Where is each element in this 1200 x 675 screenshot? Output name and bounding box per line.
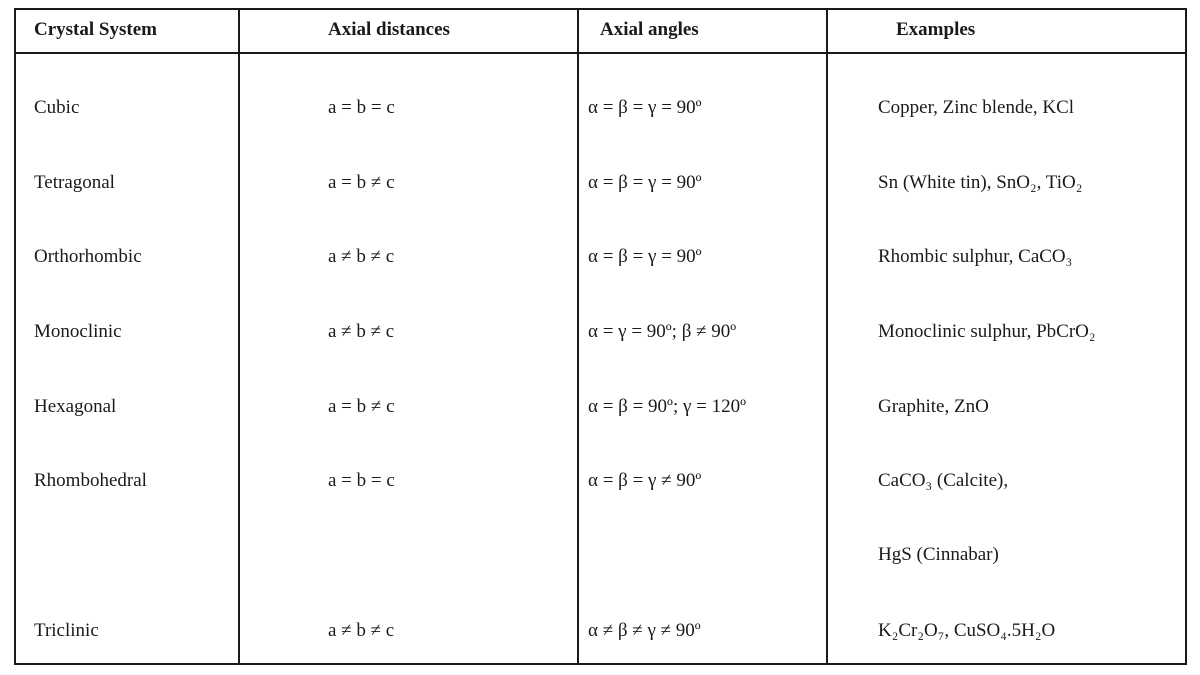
row-examples: K₂Cr₂O₇, CuSO₄.5H₂O	[878, 620, 1056, 641]
row-examples: Sn (White tin), SnO₂, TiO₂	[878, 172, 1083, 193]
row-examples: Copper, Zinc blende, KCl	[878, 97, 1075, 118]
row-system: Triclinic	[34, 620, 99, 641]
row-system: Monoclinic	[34, 321, 122, 342]
row-examples: CaCO₃ (Calcite),	[878, 470, 1009, 491]
row-system: Hexagonal	[34, 396, 117, 417]
header-examples: Examples	[896, 19, 976, 40]
column-divider	[238, 10, 240, 663]
row-distances: a = b ≠ c	[328, 172, 395, 193]
header-axial-angles: Axial angles	[600, 19, 699, 40]
row-distances: a ≠ b ≠ c	[328, 620, 395, 641]
row-angles: α = γ = 90º; β ≠ 90º	[588, 321, 737, 342]
row-distances: a = b = c	[328, 470, 395, 491]
row-angles: α = β = γ = 90º	[588, 246, 702, 267]
header-divider	[16, 52, 1185, 54]
row-system: Tetragonal	[34, 172, 115, 193]
row-distances: a = b ≠ c	[328, 396, 395, 417]
row-examples: Rhombic sulphur, CaCO₃	[878, 246, 1073, 267]
row-angles: α ≠ β ≠ γ ≠ 90º	[588, 620, 701, 641]
row-distances: a = b = c	[328, 97, 395, 118]
row-angles: α = β = 90º; γ = 120º	[588, 396, 746, 417]
row-distances: a ≠ b ≠ c	[328, 246, 395, 267]
row-system: Cubic	[34, 97, 80, 118]
column-divider	[826, 10, 828, 663]
row-angles: α = β = γ = 90º	[588, 172, 702, 193]
header-crystal-system: Crystal System	[34, 19, 157, 40]
row-system: Orthorhombic	[34, 246, 142, 267]
crystal-systems-table	[14, 8, 1187, 665]
header-axial-distances: Axial distances	[328, 19, 450, 40]
row-examples: Monoclinic sulphur, PbCrO₂	[878, 321, 1096, 342]
row-angles: α = β = γ = 90º	[588, 97, 702, 118]
row-system: Rhombohedral	[34, 470, 147, 491]
row-examples: Graphite, ZnO	[878, 396, 989, 417]
row-examples-continued: HgS (Cinnabar)	[878, 544, 999, 565]
row-distances: a ≠ b ≠ c	[328, 321, 395, 342]
row-angles: α = β = γ ≠ 90º	[588, 470, 702, 491]
column-divider	[577, 10, 579, 663]
